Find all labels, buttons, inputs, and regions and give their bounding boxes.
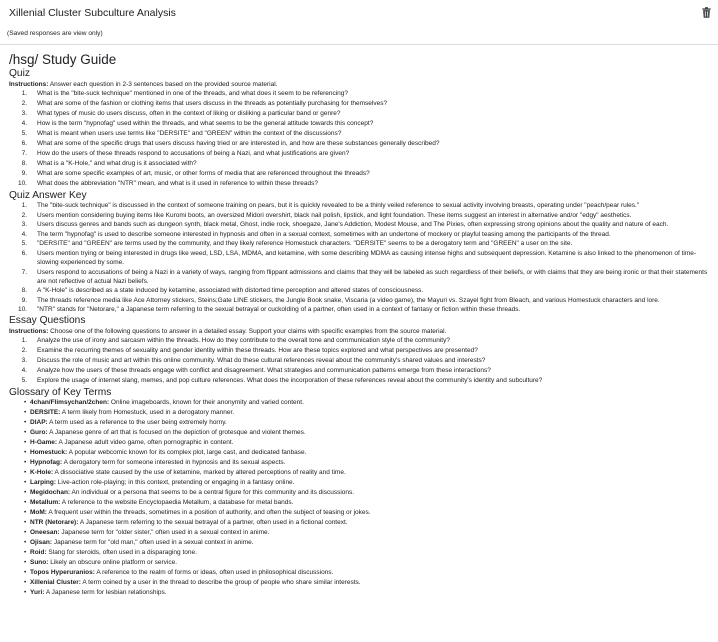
list-item-number: 3. bbox=[21, 110, 27, 117]
list-item-number: 4. bbox=[21, 230, 27, 238]
app-title: Xillenial Cluster Subculture Analysis bbox=[9, 7, 176, 19]
list-item-text: Users discuss genres and bands such as dungeon synth, black metal, Ghost, indie rock, shoegaze, Jane's Addiction, Modest Mouse, and The Pixies, often expressing strong opinions about the quality and nature of each. bbox=[37, 221, 669, 229]
list-item bbox=[9, 220, 713, 229]
list-item-text: Examine the recurring themes of sexuality and gender identity within these threads. How are these topics explored and what perspectives are presented? bbox=[37, 347, 478, 355]
list-item-number: 7. bbox=[21, 268, 27, 276]
list-item bbox=[9, 296, 713, 305]
glossary-heading: Glossary of Key Terms bbox=[9, 387, 112, 399]
list-item bbox=[9, 346, 713, 356]
delete-button[interactable] bbox=[700, 5, 712, 19]
list-item-number: 10. bbox=[17, 180, 27, 187]
glossary-definition: A popular webcomic known for its complex plot, large cast, and dedicated fanbase. bbox=[67, 449, 307, 457]
glossary-item bbox=[9, 478, 713, 488]
glossary-item bbox=[9, 518, 713, 528]
essay-instructions-label: Instructions: bbox=[9, 328, 49, 336]
glossary-item bbox=[9, 558, 713, 568]
list-item-number: 3. bbox=[21, 221, 27, 229]
list-item bbox=[9, 179, 713, 189]
list-item-text: Users respond to accusations of being a Nazi in a variety of ways, ranging from flippant admissions and claims that they will be labeled as such regardless of their beliefs, or with claims that they are being ironic or that their statements are not reflective of actual Nazi beliefs. bbox=[37, 268, 708, 285]
list-item bbox=[9, 286, 713, 295]
glossary-item bbox=[9, 528, 713, 538]
list-item-number: 2. bbox=[21, 211, 27, 219]
glossary-term: MoM: bbox=[30, 509, 47, 517]
glossary-definition: A term used as a reference to the user being extremely horny. bbox=[47, 419, 227, 427]
glossary-item bbox=[9, 568, 713, 578]
list-item-text: A "K-Hole" is described as a state induced by ketamine, associated with distorted time perception and altered states of consciousness. bbox=[37, 287, 424, 295]
glossary-term: Oneesan: bbox=[30, 529, 60, 537]
glossary-item bbox=[9, 488, 713, 498]
glossary-term: H-Game: bbox=[30, 439, 58, 447]
app-header bbox=[0, 0, 718, 26]
trash-icon bbox=[702, 7, 711, 18]
glossary-term: 4chan/Flimsychan/2chen: bbox=[30, 399, 110, 407]
list-item-text: How do the users of these threads respond to accusations of being a Nazi, and what justifications are given? bbox=[37, 150, 350, 157]
answer-key-list bbox=[9, 201, 713, 314]
glossary-term: Megidochan: bbox=[30, 489, 71, 497]
list-item bbox=[9, 366, 713, 376]
list-item-number: 1. bbox=[21, 337, 27, 345]
glossary-item bbox=[9, 448, 713, 458]
glossary-definition: Live-action role-playing; in this context, pretending or engaging in a fantasy online. bbox=[56, 479, 295, 487]
glossary-item bbox=[9, 468, 713, 478]
glossary-item bbox=[9, 438, 713, 448]
list-item-text: What does the abbreviation "NTR" mean, and what is it used in reference to within these threads? bbox=[37, 180, 319, 187]
list-item-number: 5. bbox=[21, 377, 27, 385]
list-item-text: Users mention trying or being interested in drugs like weed, LSD, LSA, MDMA, and ketamine, with some describing MDMA as causing intense highs and subsequent depression. Ketamine is also linked to the phenomenon of time-slowing experienced by some. bbox=[37, 249, 697, 266]
glossary-term: Xillenial Cluster: bbox=[30, 579, 81, 587]
quiz-list bbox=[9, 89, 713, 189]
glossary-term: Topos Hyperuranios: bbox=[30, 569, 95, 577]
glossary-term: K-Hole: bbox=[30, 469, 54, 477]
essay-instructions bbox=[9, 327, 713, 336]
list-item-number: 7. bbox=[21, 150, 27, 157]
glossary-term: Suno: bbox=[30, 559, 49, 567]
list-item-number: 8. bbox=[21, 287, 27, 295]
page-title: /hsg/ Study Guide bbox=[9, 52, 117, 67]
glossary-item bbox=[9, 408, 713, 418]
glossary-item bbox=[9, 398, 713, 408]
quiz-instructions-text: Answer each question in 2-3 sentences based on the provided source material. bbox=[48, 81, 278, 88]
glossary-definition: A Japanese adult video game, often pornographic in content. bbox=[57, 439, 234, 447]
list-item-text: What is a "K-Hole," and what drug is it associated with? bbox=[37, 160, 197, 167]
glossary-definition: Likely an obscure online platform or service. bbox=[48, 559, 178, 567]
glossary-term: Roid: bbox=[30, 549, 47, 557]
glossary-item bbox=[9, 508, 713, 518]
list-item-text: How is the term "hypnofag" used within the threads, and what seems to be the general attitude towards this concept? bbox=[37, 120, 374, 127]
list-item-text: The term "hypnofag" is used to describe someone interested in hypnosis and often in a sexual context, sometimes with an undertone of mockery or playful teasing among the participants of the thread. bbox=[37, 230, 611, 238]
glossary-item bbox=[9, 418, 713, 428]
list-item bbox=[9, 356, 713, 366]
list-item bbox=[9, 89, 713, 99]
list-item-text: What are some specific examples of art, music, or other forms of media that are referenced throughout the threads? bbox=[37, 170, 370, 177]
list-item bbox=[9, 139, 713, 149]
essay-instructions-text: Choose one of the following questions to answer in a detailed essay. Support your claims with specific examples from the source material. bbox=[48, 328, 447, 336]
glossary-definition: Slang for steroids, often used in a disparaging tone. bbox=[46, 549, 197, 557]
glossary-definition: A reference to the website Encyclopaedia Metallum, a database for metal bands. bbox=[60, 499, 294, 507]
glossary-term: DERSITE: bbox=[30, 409, 61, 417]
study-guide bbox=[9, 52, 713, 598]
list-item-number: 1. bbox=[21, 202, 27, 209]
glossary-definition: A reference to the realm of forms or ideas, often used in philosophical discussions. bbox=[94, 569, 334, 577]
glossary-definition: A Japanese term for lesbian relationships. bbox=[44, 589, 167, 597]
glossary-term: Homestuck: bbox=[30, 449, 68, 457]
glossary-definition: A derogatory term for someone interested in hypnosis and its sexual aspects. bbox=[62, 459, 286, 467]
glossary-definition: A Japanese term referring to the sexual betrayal of a partner, often used in a fictional context. bbox=[78, 519, 348, 527]
glossary-definition: Japanese term for "old man," often used in a sexual context in anime. bbox=[52, 539, 254, 547]
list-item-number: 3. bbox=[21, 357, 27, 365]
glossary-term: Guro: bbox=[30, 429, 48, 437]
list-item-text: What are some of the fashion or clothing items that users discuss in the threads as potentially purchasing for themselves? bbox=[37, 100, 388, 107]
list-item-number: 2. bbox=[21, 347, 27, 355]
glossary-list bbox=[9, 398, 713, 598]
header-divider bbox=[0, 44, 718, 45]
glossary-term: DIAP: bbox=[30, 419, 48, 427]
quiz-instructions bbox=[9, 80, 713, 89]
list-item bbox=[9, 129, 713, 139]
list-item-number: 9. bbox=[21, 296, 27, 304]
glossary-definition: A term coined by a user in the thread to describe the group of people who share similar interests. bbox=[80, 579, 361, 587]
glossary-definition: An individual or a persona that seems to be a central figure for this community and its discussions. bbox=[70, 489, 355, 497]
list-item-text: Explore the usage of internet slang, memes, and pop culture references. What does the incorporation of these references reveal about the community's identity and subculture? bbox=[37, 377, 543, 385]
list-item bbox=[9, 239, 713, 248]
list-item bbox=[9, 376, 713, 386]
glossary-definition: Japanese term for "older sister," often used in a sexual context in anime. bbox=[59, 529, 270, 537]
list-item-text: What are some of the specific drugs that users discuss having tried or are interested in, and how are these substances generally described? bbox=[37, 140, 440, 147]
glossary-term: Yuri: bbox=[30, 589, 45, 597]
list-item bbox=[9, 109, 713, 119]
glossary-item bbox=[9, 548, 713, 558]
list-item-number: 8. bbox=[21, 160, 27, 167]
list-item-number: 4. bbox=[21, 120, 27, 127]
list-item bbox=[9, 169, 713, 179]
list-item bbox=[9, 230, 713, 239]
quiz-instructions-label: Instructions: bbox=[9, 81, 49, 88]
saved-responses-note: (Saved responses are view only) bbox=[7, 30, 103, 37]
glossary-item bbox=[9, 458, 713, 468]
list-item bbox=[9, 211, 713, 220]
list-item-number: 5. bbox=[21, 240, 27, 248]
glossary-definition: A term likely from Homestuck, used in a derogatory manner. bbox=[60, 409, 235, 417]
list-item-number: 5. bbox=[21, 130, 27, 137]
essay-heading: Essay Questions bbox=[9, 315, 86, 327]
glossary-term: Ojisan: bbox=[30, 539, 53, 547]
list-item bbox=[9, 268, 713, 286]
list-item-text: "NTR" stands for "Netorare," a Japanese term referring to the sexual betrayal or cuckolding of a partner, often used in a context of fantasy or fiction within these threads. bbox=[37, 306, 521, 314]
glossary-definition: A Japanese genre of art that is focused on the depiction of grotesque and violent themes. bbox=[47, 429, 306, 437]
list-item-text: The threads reference media like Ace Attorney stickers, Steins;Gate LINE stickers, the Jungle Book snake, Viscaria (a video game), the Mayuri vs. Szayel fight from Bleach, and various Homestuck characters and lore. bbox=[37, 296, 660, 304]
list-item-text: Users mention considering buying items like Kuromi boots, an oversized Midori overshirt, black nail polish, lipstick, and light foundation. These items suggest an interest in alternative and/or "edgy" aesthetics. bbox=[37, 211, 632, 219]
list-item-number: 1. bbox=[21, 90, 27, 97]
glossary-definition: A dissociative state caused by the use of ketamine, marked by altered perceptions of reality and time. bbox=[53, 469, 346, 477]
glossary-definition: Online imageboards, known for their anonymity and varied content. bbox=[109, 399, 304, 407]
list-item-text: What is meant when users use terms like "DERSITE" and "GREEN" within the context of the discussions? bbox=[37, 130, 342, 137]
essay-list bbox=[9, 336, 713, 386]
list-item bbox=[9, 201, 713, 210]
list-item-text: Discuss the role of music and art within this online community. What do these cultural references reveal about the community's shared values and interests? bbox=[37, 357, 486, 365]
list-item-number: 9. bbox=[21, 170, 27, 177]
list-item bbox=[9, 249, 713, 267]
glossary-item bbox=[9, 578, 713, 588]
glossary-term: Metallum: bbox=[30, 499, 61, 507]
list-item bbox=[9, 305, 713, 314]
glossary-term: Hypnofag: bbox=[30, 459, 63, 467]
glossary-item bbox=[9, 588, 713, 598]
list-item-number: 6. bbox=[21, 249, 27, 257]
list-item-number: 6. bbox=[21, 140, 27, 147]
glossary-item bbox=[9, 498, 713, 508]
glossary-term: NTR (Netorare): bbox=[30, 519, 79, 527]
glossary-item bbox=[9, 428, 713, 438]
list-item-text: Analyze how the users of these threads engage with conflict and disagreement. What strategies and communication patterns emerge from these interactions? bbox=[37, 367, 491, 375]
list-item-text: Analyze the use of irony and sarcasm within the threads. How do they contribute to the overall tone and communication style of the community? bbox=[37, 337, 450, 345]
list-item-text: The "bite-suck technique" is discussed in the context of someone training on pears, but it is quickly revealed to be a thinly veiled reference to sexual activity involving breasts, operating under "peach/pear rules." bbox=[37, 202, 640, 209]
list-item-number: 10. bbox=[17, 306, 27, 314]
list-item-text: What is the "bite-suck technique" mentioned in one of the threads, and what does it seem to be referencing? bbox=[37, 90, 349, 97]
list-item bbox=[9, 336, 713, 346]
list-item-number: 2. bbox=[21, 100, 27, 107]
answer-key-heading: Quiz Answer Key bbox=[9, 190, 87, 201]
list-item bbox=[9, 99, 713, 109]
list-item-text: What types of music do users discuss, often in the context of liking or disliking a particular band or genre? bbox=[37, 110, 341, 117]
list-item bbox=[9, 159, 713, 169]
quiz-heading: Quiz bbox=[9, 68, 30, 79]
glossary-definition: A frequent user within the threads, sometimes in a position of authority, and often the subject of teasing or jokes. bbox=[46, 509, 371, 517]
list-item bbox=[9, 149, 713, 159]
glossary-term: Larping: bbox=[30, 479, 56, 487]
list-item-number: 4. bbox=[21, 367, 27, 375]
glossary-item bbox=[9, 538, 713, 548]
list-item bbox=[9, 119, 713, 129]
list-item-text: "DERSITE" and "GREEN" are terms used by the community, and they likely reference Homestuck characters. "DERSITE" seems to be a derogatory term and "GREEN" a user on the site. bbox=[37, 240, 573, 248]
